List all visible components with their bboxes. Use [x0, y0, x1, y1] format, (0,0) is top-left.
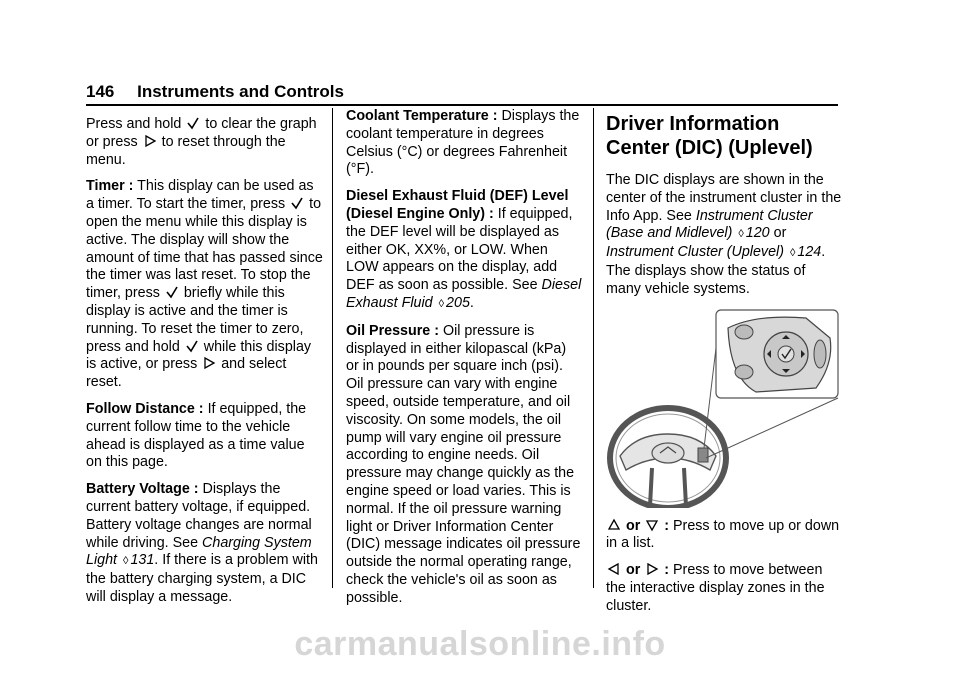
- page-number: 146: [86, 82, 115, 101]
- text: to reset through the menu.: [86, 133, 286, 168]
- left-arrow-icon: [607, 562, 621, 576]
- battery-term: Battery Voltage :: [86, 481, 199, 498]
- control-buttons-inset: [716, 310, 838, 398]
- column-2: [346, 108, 582, 617]
- page-ref-symbol: ◊: [123, 555, 129, 568]
- steering-wheel-illustration: [610, 408, 726, 508]
- right-arrow-icon: [645, 562, 659, 576]
- def-paragraph: [346, 188, 582, 314]
- coolant-paragraph: [346, 108, 582, 179]
- text: or: [625, 517, 641, 534]
- text: or: [625, 562, 641, 579]
- text: Press and hold: [86, 116, 182, 132]
- graph-paragraph: [86, 116, 324, 169]
- follow-distance-paragraph: [86, 401, 324, 472]
- text: Displays the coolant temperature in degrees Celsius (°C) or degrees Fahrenheit (°F).: [346, 108, 580, 178]
- page-ref-symbol: ◊: [789, 247, 796, 260]
- left-right-paragraph: [606, 562, 842, 615]
- checkmark-icon: [186, 116, 200, 130]
- page-header: [86, 82, 344, 102]
- text: If equipped, the current follow time to the vehicle ahead is displayed as a time value on this page.: [86, 400, 307, 471]
- follow-term: Follow Distance :: [86, 400, 204, 417]
- dic-intro-paragraph: [606, 172, 842, 299]
- page-reference[interactable]: 124: [797, 244, 822, 261]
- page-ref-symbol: ◊: [738, 228, 744, 241]
- text: or: [773, 225, 787, 242]
- right-arrow-icon: [143, 134, 157, 148]
- text: to clear the graph or press: [86, 116, 317, 150]
- text: :: [664, 562, 670, 579]
- oil-term: Oil Pressure :: [346, 322, 439, 339]
- text: Oil pressure is displayed in either kilopascal (kPa) or in pounds per square inch (psi). Oil pressure can vary with engine speed, outside temperature, and oil viscosity. On some models, the oil pump will vary engine oil pressure according to engine needs. Oil pressure may change quickly as the engine speed or load varies. This is normal. If the oil pressure warning light or Driver Information Center (DIC) message indicates oil pressure outside the normal operating range, check the vehicle's oil as soon as possible.: [346, 322, 581, 606]
- text: while this display is active, or press: [86, 338, 312, 373]
- text: If equipped, the DEF level will be displayed as either OK, XX%, or LOW. When LOW appears on the display, add DEF as soon as possible. See: [346, 205, 573, 294]
- text: The DIC displays are shown in the center of the instrument cluster in the Info App. See: [606, 172, 842, 224]
- page-reference[interactable]: 205: [446, 294, 470, 311]
- checkmark-icon: [185, 339, 199, 353]
- column-1: [86, 116, 324, 616]
- cross-reference-link[interactable]: Instrument Cluster (Base and Midlevel): [606, 207, 813, 242]
- cross-reference-link[interactable]: Charging System Light: [86, 534, 312, 569]
- down-arrow-icon: [645, 518, 659, 532]
- timer-term: Timer :: [86, 178, 134, 195]
- coolant-term: Coolant Temperature :: [346, 108, 498, 124]
- def-term: Diesel Exhaust Fluid (DEF) Level (Diesel Engine Only) :: [346, 188, 569, 222]
- text: Press to move between the interactive display zones in the cluster.: [606, 562, 825, 614]
- text: . The displays show the status of many vehicle systems.: [606, 244, 826, 297]
- steering-wheel-figure: [606, 308, 842, 508]
- column-divider: [332, 108, 333, 588]
- page-reference[interactable]: 131: [130, 552, 155, 569]
- right-arrow-icon: [202, 356, 216, 370]
- text: Displays the current battery voltage, if equipped. Battery voltage changes are normal while driving. See: [86, 481, 312, 551]
- battery-paragraph: [86, 481, 324, 607]
- section-title: Instruments and Controls: [137, 82, 344, 101]
- text: :: [664, 517, 670, 534]
- oil-pressure-paragraph: [346, 323, 582, 608]
- text: .: [469, 294, 474, 311]
- checkmark-icon: [290, 196, 304, 210]
- timer-paragraph: [86, 178, 324, 392]
- text: to open the menu while this display is active. The display will show the amount of time that has passed since the timer was last reset. To stop the timer, press: [86, 196, 323, 302]
- page-ref-symbol: ◊: [438, 297, 445, 310]
- watermark: carmanualsonline.info: [294, 625, 666, 663]
- header-rule: [86, 104, 838, 106]
- text: . If there is a problem with the battery charging system, a DIC will display a message.: [86, 552, 318, 605]
- checkmark-icon: [165, 285, 179, 299]
- text: This display can be used as a timer. To start the timer, press: [86, 178, 314, 213]
- page-reference[interactable]: 120: [745, 225, 770, 242]
- section-heading: Driver Information Center (DIC) (Uplevel): [606, 113, 813, 159]
- up-arrow-icon: [607, 518, 621, 532]
- cross-reference-link[interactable]: Instrument Cluster (Uplevel): [606, 244, 784, 261]
- cross-reference-link[interactable]: Diesel Exhaust Fluid: [346, 277, 582, 311]
- text: Press to move up or down in a list.: [606, 517, 840, 552]
- column-3: [606, 112, 842, 625]
- text: and select reset.: [86, 356, 287, 391]
- up-down-paragraph: [606, 518, 842, 554]
- text: briefly while this display is active and the timer is running. To reset the timer to zero, press and hold: [86, 285, 304, 355]
- column-divider: [593, 108, 594, 588]
